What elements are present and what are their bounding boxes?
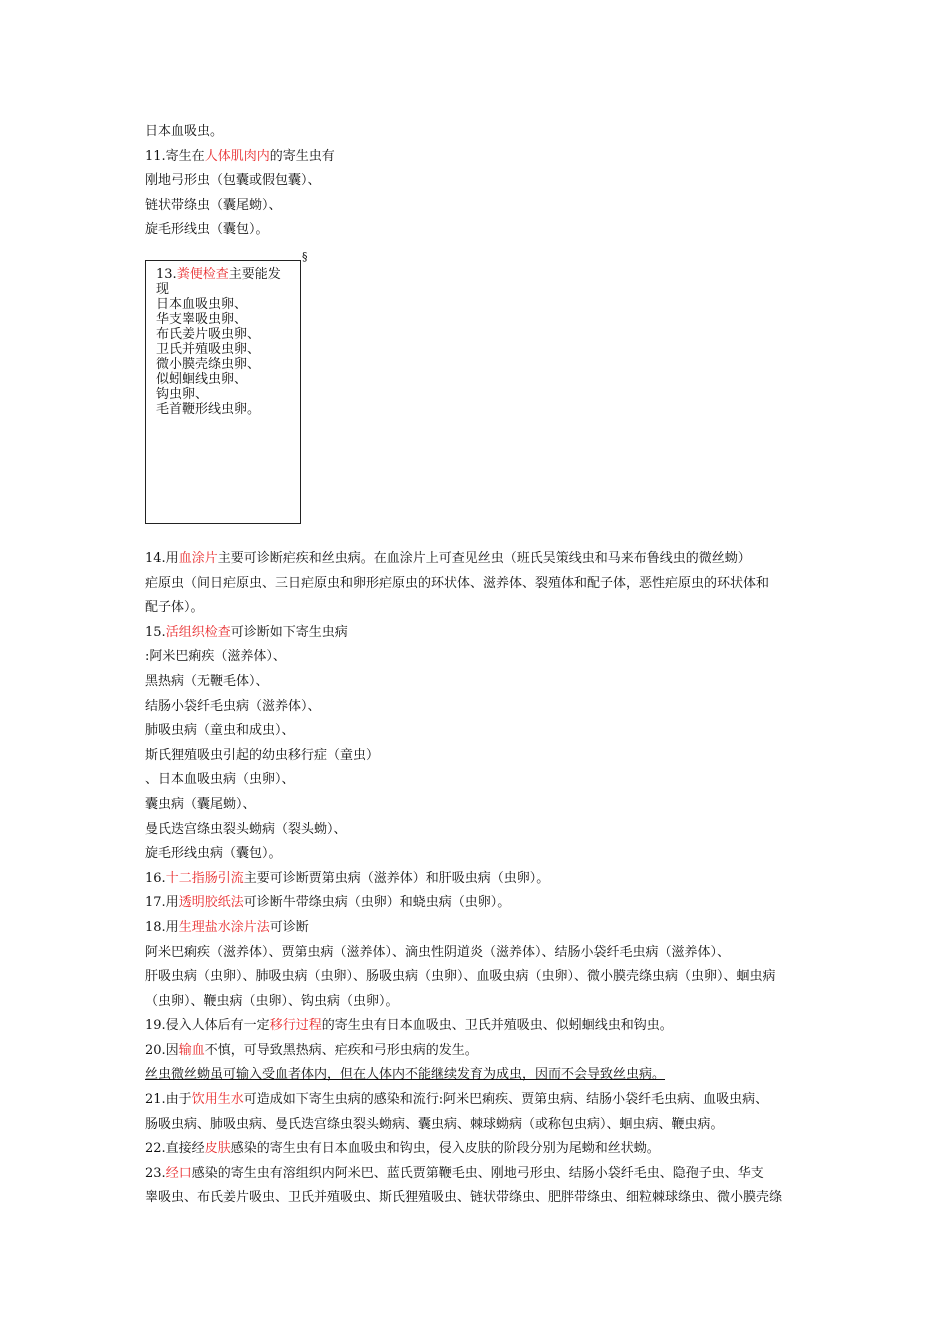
list-item: 肺吸虫病（童虫和成虫）、 <box>145 723 295 739</box>
text-line: 肝吸虫病（虫卵）、肺吸虫病（虫卵）、肠吸虫病（虫卵）、血吸虫病（虫卵）、微小膜壳绦虫病（虫卵）、蛔虫病 <box>145 969 776 985</box>
list-item: 、日本血吸虫病（虫卵）、 <box>145 772 295 788</box>
text-line: 配子体）。 <box>145 600 204 616</box>
box-heading <box>156 267 296 282</box>
underlined-note: 丝虫微丝蚴虽可输入受血者体内，但在人体内不能继续发育为成虫，因而不会导致丝虫病。 <box>145 1067 666 1083</box>
list-item: 结肠小袋纤毛虫病（滋养体）、 <box>145 698 321 714</box>
box-line: 卫氏并殖吸虫卵、 <box>156 342 261 357</box>
document-body <box>145 120 810 243</box>
box-line: 钩虫卵、 <box>156 387 209 402</box>
text-span: 可造成如下寄生虫病的感染和流行:阿米巴痢疾、贾第虫病、结肠小袋纤毛虫病、血吸虫病、 <box>243 1092 769 1108</box>
list-item: 旋毛形线虫病（囊包）。 <box>145 846 282 862</box>
text-span: 感染的寄生虫有溶组织内阿米巴、蓝氏贾第鞭毛虫、刚地弓形虫、结肠小袋纤毛虫、隐孢子虫、华支 <box>191 1165 764 1181</box>
list-item: :阿米巴痢疾（滋养体）、 <box>145 649 286 665</box>
text-span: 21.由于 <box>145 1092 192 1108</box>
text-span: 17.用 <box>145 895 179 911</box>
highlight-term: 输血 <box>178 1042 205 1058</box>
box-line: 布氏姜片吸虫卵、 <box>156 327 261 342</box>
item-15-heading <box>145 621 810 646</box>
item-21-line <box>145 1088 810 1113</box>
text-line <box>145 194 810 219</box>
item-23-line <box>145 1162 810 1187</box>
box-line: 华支睾吸虫卵、 <box>156 312 248 327</box>
text-span: 14.用 <box>145 551 179 566</box>
box-line: 毛首鞭形线虫卵。 <box>156 402 261 417</box>
text-line: 睾吸虫、布氏姜片吸虫、卫氏并殖吸虫、斯氏狸殖吸虫、链状带绦虫、肥胖带绦虫、细粒棘球绦虫、微小膜壳绦 <box>145 1190 783 1206</box>
text-span: 可诊断如下寄生虫病 <box>230 624 348 640</box>
text-span: 刚地弓形虫（包囊或假包囊）、 <box>145 173 321 189</box>
text-line <box>145 169 810 194</box>
section-mark: § <box>302 250 308 263</box>
text-span: 16. <box>145 870 166 886</box>
highlight-term: 活组织检查 <box>165 624 231 640</box>
highlight-term: 皮肤 <box>204 1141 231 1157</box>
text-span: 日本血吸虫。 <box>145 124 224 139</box>
highlight-term: 透明胶纸法 <box>178 895 244 911</box>
box-line: 似蚓蛔线虫卵、 <box>156 372 248 387</box>
document-body-lower <box>145 547 810 1211</box>
text-span: 11.寄生在 <box>145 148 205 164</box>
box-line: 微小膜壳绦虫卵、 <box>156 357 261 372</box>
text-span: 的寄生虫有日本血吸虫、卫氏并殖吸虫、似蚓蛔线虫和钩虫。 <box>321 1018 673 1034</box>
item-16-line <box>145 867 810 892</box>
text-span: 的寄生虫有 <box>269 148 335 164</box>
text-span: 19.侵入人体后有一定 <box>145 1018 270 1034</box>
highlight-term: 十二指肠引流 <box>165 870 244 886</box>
text-span: 23. <box>145 1165 166 1181</box>
highlight-term: 饮用生水 <box>191 1092 244 1108</box>
text-line: 疟原虫（间日疟原虫、三日疟原虫和卵形疟原虫的环状体、滋养体、裂殖体和配子体，恶性疟原虫的环状体和 <box>145 575 770 591</box>
highlight-term: 移行过程 <box>269 1018 322 1034</box>
item-14-line <box>145 547 810 572</box>
text-line: 阿米巴痢疾（滋养体）、贾第虫病（滋养体）、滴虫性阴道炎（滋养体）、结肠小袋纤毛虫病（滋养体）、 <box>145 944 731 960</box>
item-20-line <box>145 1039 810 1064</box>
text-span: 可诊断牛带绦虫病（虫卵）和蛲虫病（虫卵）。 <box>243 895 511 911</box>
text-box-item-13 <box>145 260 301 524</box>
highlight-term: 粪便检查 <box>176 267 229 282</box>
highlight-term: 血涂片 <box>178 551 218 566</box>
item-18-heading <box>145 916 810 941</box>
text-line: 肠吸虫病、肺吸虫病、曼氏迭宫绦虫裂头蚴病、囊虫病、棘球蚴病（或称包虫病）、蛔虫病、鞭虫病。 <box>145 1116 724 1132</box>
text-span: 15. <box>145 624 166 640</box>
highlight-term: 人体肌肉内 <box>204 148 270 164</box>
highlight-term: 生理盐水涂片法 <box>178 919 270 935</box>
list-item: 黑热病（无鞭毛体）、 <box>145 673 269 689</box>
list-item: 斯氏狸殖吸虫引起的幼虫移行症（童虫） <box>145 747 380 763</box>
item-11-heading <box>145 145 810 170</box>
text-span: 可诊断 <box>269 919 309 935</box>
text-span: 不慎，可导致黑热病、疟疾和弓形虫病的发生。 <box>204 1042 478 1058</box>
text-span: 13. <box>156 267 177 282</box>
text-line <box>145 218 810 243</box>
text-span: 主要能发 <box>228 267 281 282</box>
text-line <box>145 120 810 145</box>
highlight-term: 经口 <box>165 1165 192 1181</box>
text-span: 旋毛形线虫（囊包）。 <box>145 222 269 238</box>
text-span: 主要可诊断贾第虫病（滋养体）和肝吸虫病（虫卵）。 <box>243 870 550 886</box>
box-line: 现 <box>156 282 170 297</box>
box-line: 日本血吸虫卵、 <box>156 297 248 312</box>
text-span: 感染的寄生虫有日本血吸虫和钩虫，侵入皮肤的阶段分别为尾蚴和丝状蚴。 <box>230 1141 660 1157</box>
item-17-line <box>145 891 810 916</box>
text-span: 主要可诊断疟疾和丝虫病。在血涂片上可查见丝虫（班氏吴策线虫和马来布鲁线虫的微丝蚴） <box>217 551 751 566</box>
text-span: 链状带绦虫（囊尾蚴）、 <box>145 197 282 213</box>
list-item: 曼氏迭宫绦虫裂头蚴病（裂头蚴）、 <box>145 821 347 837</box>
text-line: （虫卵）、鞭虫病（虫卵）、钩虫病（虫卵）。 <box>145 993 399 1009</box>
text-span: 22.直接经 <box>145 1141 205 1157</box>
text-span: 18.用 <box>145 919 179 935</box>
text-span: 20.因 <box>145 1042 179 1058</box>
list-item: 囊虫病（囊尾蚴）、 <box>145 796 256 812</box>
item-19-line <box>145 1014 810 1039</box>
item-22-line <box>145 1137 810 1162</box>
